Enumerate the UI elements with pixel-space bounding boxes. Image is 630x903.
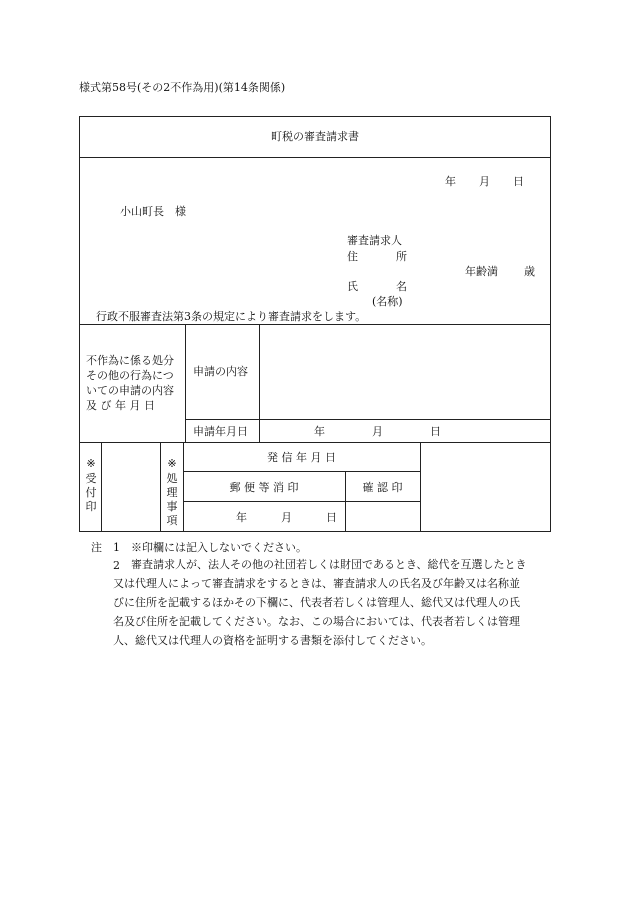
section-divider-1 xyxy=(185,324,186,442)
section-left-line-3: いての申請の内容 xyxy=(86,384,174,397)
note-2-line-4: 名及び住所を記載してください。なお、この場合においては、代表者若しくは管理 xyxy=(113,615,520,628)
sent-date-label: 発 信 年 月 日 xyxy=(267,451,336,464)
lower-divider-1 xyxy=(101,442,102,532)
age-label: 年齢満 xyxy=(465,265,498,278)
address-label-a: 住 xyxy=(347,250,358,263)
statement: 行政不服審査法第3条の規定により審査請求をします。 xyxy=(96,310,367,323)
application-date-year: 年 xyxy=(314,425,325,438)
note-2-number: 2 xyxy=(113,559,120,572)
note-1-number: 1 xyxy=(113,541,120,554)
notes-prefix: 注 xyxy=(91,541,102,554)
form-label: 様式第58号(その2不作為用)(第14条関係) xyxy=(79,81,286,94)
bottom-month: 月 xyxy=(281,511,292,524)
lower-row-divider-2 xyxy=(183,501,420,502)
section-left-line-2: その他の行為につ xyxy=(86,369,174,382)
date-month: 月 xyxy=(479,175,490,188)
section-row-divider xyxy=(185,419,551,420)
section-bottom-line xyxy=(79,442,551,443)
note-1-text: ※印欄には記入しないでください。 xyxy=(131,541,307,554)
section-left-line-4: 及 び 年 月 日 xyxy=(86,399,155,412)
confirm-label: 確 認 印 xyxy=(362,481,403,494)
corp-name-label: (名称) xyxy=(372,295,403,308)
date-year: 年 xyxy=(445,175,456,188)
title-divider xyxy=(79,157,551,158)
date-day: 日 xyxy=(513,175,524,188)
statement-divider xyxy=(79,324,551,325)
receipt-mark: ※ xyxy=(86,457,96,470)
receipt-label: 受付印 xyxy=(85,472,97,513)
application-date-label: 申請年月日 xyxy=(193,425,248,438)
process-mark: ※ xyxy=(167,457,177,470)
note-2-line-5: 人、総代又は代理人の資格を証明する書類を添付してください。 xyxy=(113,634,432,647)
name-label-b: 名 xyxy=(396,280,407,293)
section-divider-2 xyxy=(259,324,260,442)
addressee: 小山町長 様 xyxy=(120,205,186,218)
application-date-month: 月 xyxy=(372,425,383,438)
note-2-line-3: びに住所を記載するほかその下欄に、代表者若しくは管理人、総代又は代理人の氏 xyxy=(113,596,520,609)
postage-label: 郵 便 等 消 印 xyxy=(229,481,299,494)
application-date-day: 日 xyxy=(430,425,441,438)
note-2-line-2: 又は代理人によって審査請求をするときは、審査請求人の氏名及び年齢又は名称並 xyxy=(113,577,520,590)
process-label: 処理事項 xyxy=(166,472,178,527)
age-unit: 歳 xyxy=(524,265,535,278)
lower-divider-4 xyxy=(420,442,421,532)
lower-divider-2 xyxy=(160,442,161,532)
requester-label: 審査請求人 xyxy=(347,234,402,247)
address-label-b: 所 xyxy=(396,250,407,263)
section-left-line-1: 不作為に係る処分 xyxy=(86,354,174,367)
application-content-label: 申請の内容 xyxy=(193,365,248,378)
name-label-a: 氏 xyxy=(347,280,358,293)
bottom-year: 年 xyxy=(236,511,247,524)
form-title: 町税の審査請求書 xyxy=(271,130,359,143)
bottom-day: 日 xyxy=(326,511,337,524)
note-2-line-1: 審査請求人が、法人その他の社団若しくは財団であるとき、総代を互選したとき xyxy=(131,558,527,571)
lower-row-divider-1 xyxy=(183,471,420,472)
